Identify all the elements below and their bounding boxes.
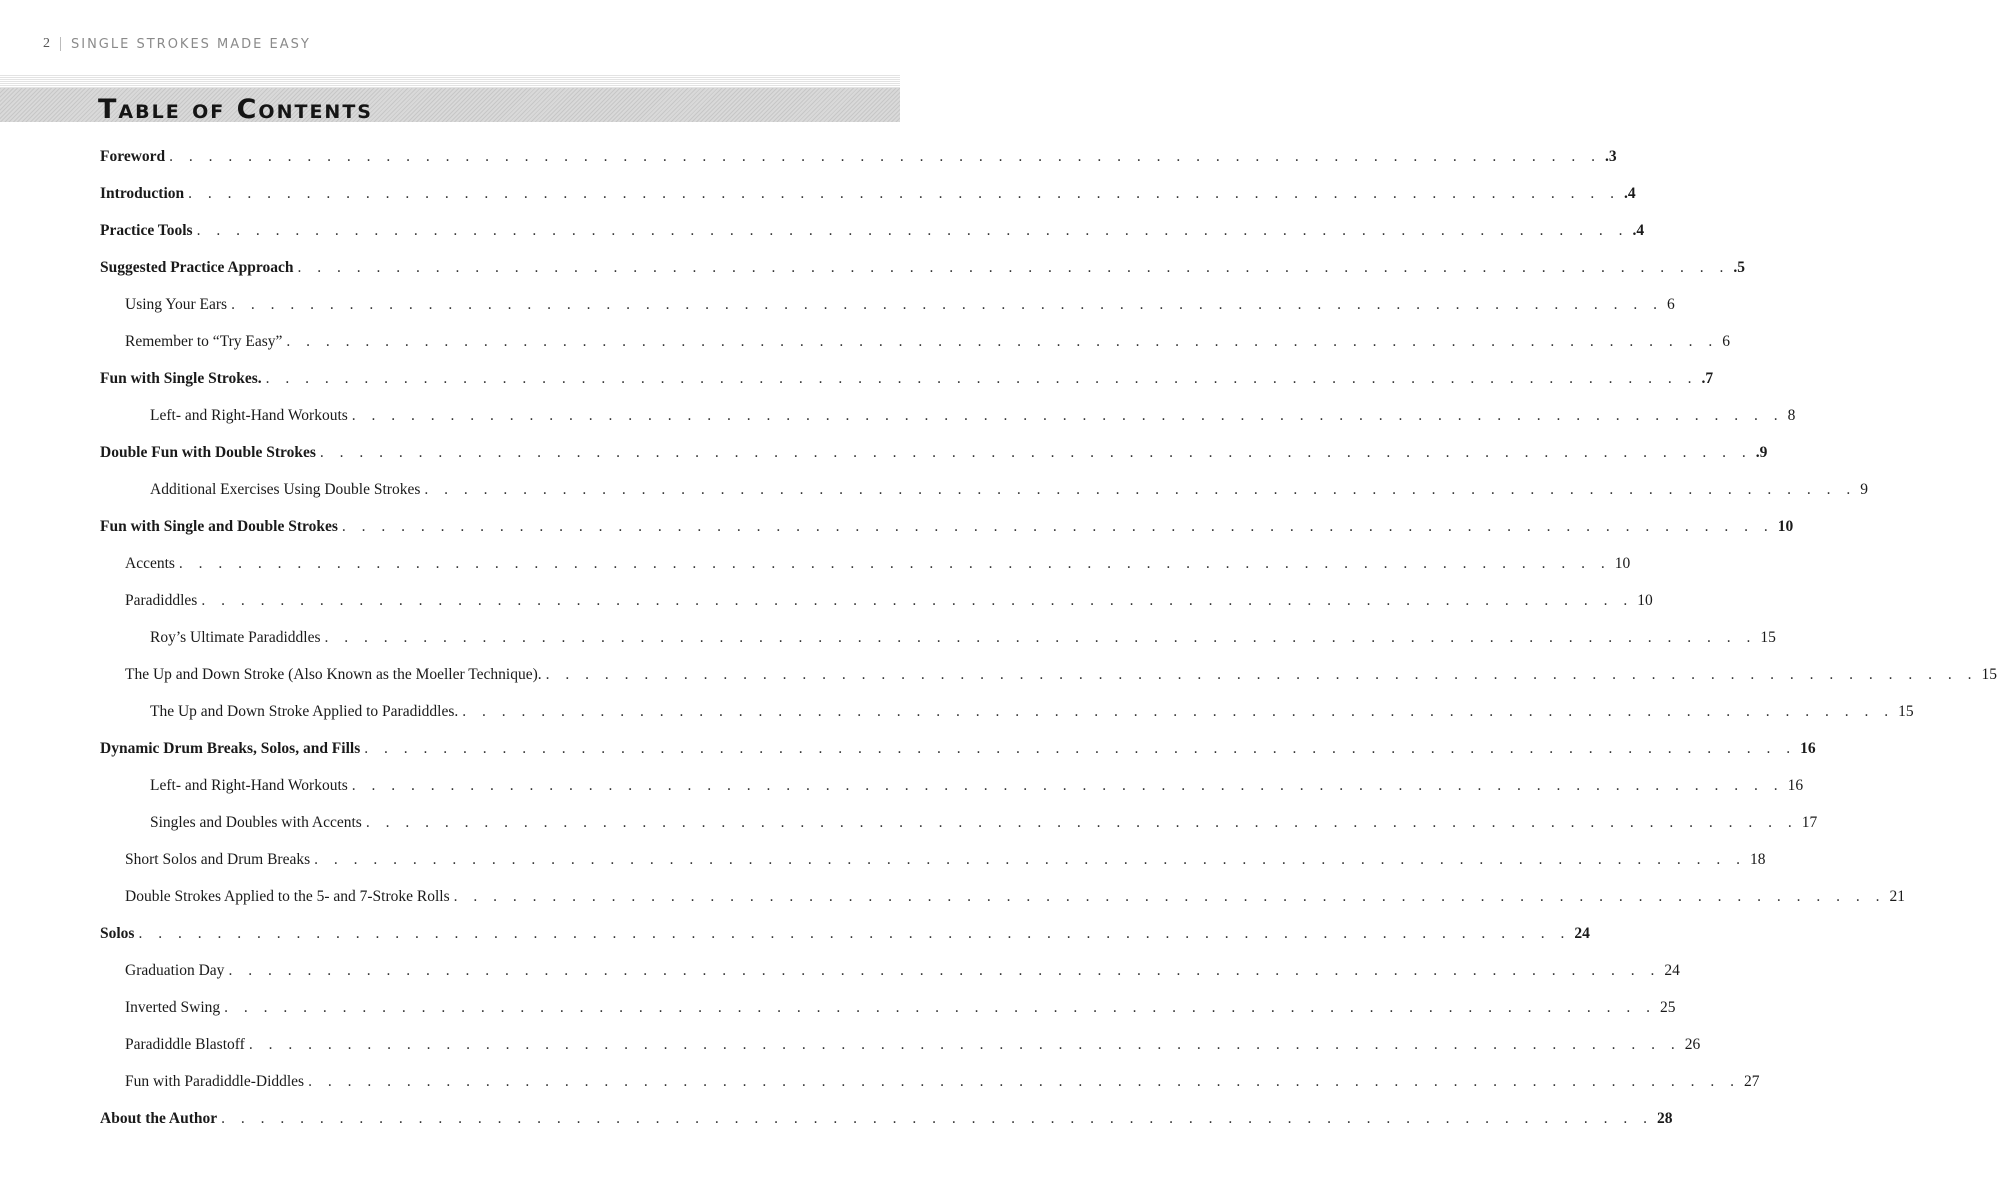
toc-entry[interactable] (100, 218, 1645, 244)
dot-leader: . . . . . . . . . . . . . . . . . . . . . . . . . . . . . . . . . . . . . . . . . . . . . . . . . . . . . . . . . . . . . . . . . . . . . . . . . (228, 962, 1661, 979)
dot-leader: . . . . . . . . . . . . . . . . . . . . . . . . . . . . . . . . . . . . . . . . . . . . . . . . . . . . . . . . . . . . . . . . . . . . . . . . . (453, 888, 1886, 905)
dot-leader: . . . . . . . . . . . . . . . . . . . . . . . . . . . . . . . . . . . . . . . . . . . . . . . . . . . . . . . . . . . . . . . . . . . . . . . . . (188, 185, 1620, 202)
toc-entry[interactable] (150, 625, 1776, 651)
toc-entry[interactable] (125, 329, 1731, 355)
toc-entry[interactable] (125, 958, 1680, 984)
toc-entry-page: 6 (1722, 333, 1731, 350)
toc-entry-page: 26 (1684, 1036, 1701, 1053)
toc-entry[interactable] (100, 440, 1768, 466)
toc-entry-page: 17 (1801, 814, 1818, 831)
dot-leader: . . . . . . . . . . . . . . . . . . . . . . . . . . . . . . . . . . . . . . . . . . . . . . . . . . . . . . . . . . . . . . . . . . . . . . . . . (248, 1036, 1681, 1053)
toc-entry[interactable] (100, 736, 1816, 762)
toc-entry[interactable] (100, 181, 1636, 207)
toc-entry-page: 15 (1981, 666, 1997, 683)
dot-leader: . . . . . . . . . . . . . . . . . . . . . . . . . . . . . . . . . . . . . . . . . . . . . . . . . . . . . . . . . . . . . . . . . . . . . . . . . (324, 629, 1757, 646)
toc-entry[interactable] (125, 588, 1653, 614)
toc-entry[interactable] (125, 995, 1676, 1021)
toc-entry-label: Paradiddle Blastoff (125, 1036, 245, 1053)
toc-entry-label: Remember to “Try Easy” (125, 333, 283, 350)
toc-entry-page: 15 (1898, 703, 1914, 720)
dot-leader: . . . . . . . . . . . . . . . . . . . . . . . . . . . . . . . . . . . . . . . . . . . . . . . . . . . . . . . . . . . . . . . . . . . . . . . . . (201, 592, 1634, 609)
dot-leader: . . . . . . . . . . . . . . . . . . . . . . . . . . . . . . . . . . . . . . . . . . . . . . . . . . . . . . . . . . . . . . . . . . . . . . . . . (351, 407, 1784, 424)
toc-entry-label: Left- and Right-Hand Workouts (150, 777, 348, 794)
dot-leader: . . . . . . . . . . . . . . . . . . . . . . . . . . . . . . . . . . . . . . . . . . . . . . . . . . . . . . . . . . . . . . . . . . . . . . . . . (169, 148, 1602, 165)
running-head (43, 36, 311, 52)
dot-leader: . . . . . . . . . . . . . . . . . . . . . . . . . . . . . . . . . . . . . . . . . . . . . . . . . . . . . . . . . . . . . . . . . . . . . . . . . (297, 259, 1730, 276)
dot-leader: . . . . . . . . . . . . . . . . . . . . . . . . . . . . . . . . . . . . . . . . . . . . . . . . . . . . . . . . . . . . . . . . . . . . . . . . . (545, 666, 1978, 683)
toc-entry-page: .4 (1632, 222, 1645, 239)
toc-entry[interactable] (125, 847, 1766, 873)
toc-entry-page: 9 (1860, 481, 1868, 498)
toc-entry-page: .3 (1605, 148, 1617, 165)
dot-leader: . . . . . . . . . . . . . . . . . . . . . . . . . . . . . . . . . . . . . . . . . . . . . . . . . . . . . . . . . . . . . . . . . . . . . . . . . (286, 333, 1719, 350)
toc-entry[interactable] (150, 773, 1804, 799)
toc-entry-label: Singles and Doubles with Accents (150, 814, 362, 831)
toc-entry[interactable] (125, 292, 1675, 318)
toc-entry[interactable] (100, 1106, 1673, 1132)
dot-leader: . . . . . . . . . . . . . . . . . . . . . . . . . . . . . . . . . . . . . . . . . . . . . . . . . . . . . . . . . . . . . . . . . . . . . . . . . (424, 481, 1857, 498)
dot-leader: . . . . . . . . . . . . . . . . . . . . . . . . . . . . . . . . . . . . . . . . . . . . . . . . . . . . . . . . . . . . . . . . . . . . . . . . . (224, 999, 1657, 1016)
toc-entry-label: Fun with Paradiddle-Diddles (125, 1073, 305, 1090)
toc-entry[interactable] (100, 366, 1714, 392)
header-rule (0, 74, 900, 88)
dot-leader: . . . . . . . . . . . . . . . . . . . . . . . . . . . . . . . . . . . . . . . . . . . . . . . . . . . . . . . . . . . . . . . . . . . . . . . . . (138, 925, 1571, 942)
toc-entry-label: Inverted Swing (125, 999, 221, 1016)
toc-entry[interactable] (100, 921, 1590, 947)
toc-entry-page: 10 (1777, 518, 1794, 535)
toc-entry-label: Fun with Single Strokes. (100, 370, 262, 387)
dot-leader: . . . . . . . . . . . . . . . . . . . . . . . . . . . . . . . . . . . . . . . . . . . . . . . . . . . . . . . . . . . . . . . . . . . . . . . . . (314, 851, 1747, 868)
toc-entry-label: The Up and Down Stroke (Also Known as the Moeller Technique). (125, 666, 542, 683)
toc-entry-label: Additional Exercises Using Double Strokes (150, 481, 421, 498)
header-divider (60, 37, 61, 51)
toc-entry[interactable] (125, 1069, 1760, 1095)
toc-entry-page: 21 (1889, 888, 1905, 905)
toc-entry-page: 28 (1657, 1110, 1673, 1127)
toc-entry-page: .9 (1755, 444, 1768, 461)
dot-leader: . . . . . . . . . . . . . . . . . . . . . . . . . . . . . . . . . . . . . . . . . . . . . . . . . . . . . . . . . . . . . . . . . . . . . . . . . (308, 1073, 1740, 1090)
toc-entry[interactable] (125, 551, 1631, 577)
toc-entry-page: 15 (1760, 629, 1776, 646)
dot-leader: . . . . . . . . . . . . . . . . . . . . . . . . . . . . . . . . . . . . . . . . . . . . . . . . . . . . . . . . . . . . . . . . . . . . . . . . . (341, 518, 1774, 535)
book-title: SINGLE STROKES MADE EASY (71, 36, 311, 52)
toc-entry-label: Fun with Single and Double Strokes (100, 518, 338, 535)
toc-entry[interactable] (100, 514, 1794, 540)
toc-entry[interactable] (100, 144, 1617, 170)
dot-leader: . . . . . . . . . . . . . . . . . . . . . . . . . . . . . . . . . . . . . . . . . . . . . . . . . . . . . . . . . . . . . . . . . . . . . . . . . (221, 1110, 1654, 1127)
dot-leader: . . . . . . . . . . . . . . . . . . . . . . . . . . . . . . . . . . . . . . . . . . . . . . . . . . . . . . . . . . . . . . . . . . . . . . . . . (231, 296, 1663, 313)
toc-entry[interactable] (125, 1032, 1701, 1058)
toc-entry-page: 6 (1666, 296, 1675, 313)
toc-entry-label: Using Your Ears (125, 296, 228, 313)
dot-leader: . . . . . . . . . . . . . . . . . . . . . . . . . . . . . . . . . . . . . . . . . . . . . . . . . . . . . . . . . . . . . . . . . . . . . . . . . (319, 444, 1752, 461)
dot-leader: . . . . . . . . . . . . . . . . . . . . . . . . . . . . . . . . . . . . . . . . . . . . . . . . . . . . . . . . . . . . . . . . . . . . . . . . . (196, 222, 1629, 239)
dot-leader: . . . . . . . . . . . . . . . . . . . . . . . . . . . . . . . . . . . . . . . . . . . . . . . . . . . . . . . . . . . . . . . . . . . . . . . . . (265, 370, 1698, 387)
dot-leader: . . . . . . . . . . . . . . . . . . . . . . . . . . . . . . . . . . . . . . . . . . . . . . . . . . . . . . . . . . . . . . . . . . . . . . . . . (178, 555, 1611, 572)
toc-entry-label: Suggested Practice Approach (100, 259, 294, 276)
toc-entry-label: Roy’s Ultimate Paradiddles (150, 629, 321, 646)
toc-entry-label: Paradiddles (125, 592, 198, 609)
toc-entry-page: .5 (1733, 259, 1745, 276)
toc-entry-page: 16 (1787, 777, 1804, 794)
toc-entry-label: Short Solos and Drum Breaks (125, 851, 311, 868)
toc-entry-page: 10 (1637, 592, 1653, 609)
toc-entry[interactable] (150, 477, 1868, 503)
toc-entry-page: 24 (1664, 962, 1680, 979)
dot-leader: . . . . . . . . . . . . . . . . . . . . . . . . . . . . . . . . . . . . . . . . . . . . . . . . . . . . . . . . . . . . . . . . . . . . . . . . . (351, 777, 1784, 794)
toc-entry-label: Double Fun with Double Strokes (100, 444, 316, 461)
toc-entry-page: 10 (1614, 555, 1631, 572)
toc-entry-label: Double Strokes Applied to the 5- and 7-Stroke Rolls (125, 888, 450, 905)
toc-entry-page: .7 (1701, 370, 1714, 387)
toc-entry[interactable] (100, 255, 1745, 281)
toc-entry-label: Left- and Right-Hand Workouts (150, 407, 348, 424)
toc-entry-page: .4 (1624, 185, 1636, 202)
toc-entry-label: The Up and Down Stroke Applied to Paradiddles. (150, 703, 459, 720)
toc-entry-page: 16 (1800, 740, 1816, 757)
toc-entry-page: 8 (1787, 407, 1796, 424)
dot-leader: . . . . . . . . . . . . . . . . . . . . . . . . . . . . . . . . . . . . . . . . . . . . . . . . . . . . . . . . . . . . . . . . . . . . . . . . . (462, 703, 1895, 720)
toc-entry-label: Accents (125, 555, 175, 572)
toc-entry[interactable] (150, 403, 1796, 429)
toc-entry-label: Practice Tools (100, 222, 193, 239)
toc-entry[interactable] (150, 810, 1818, 836)
toc-entry-label: About the Author (100, 1110, 218, 1127)
toc-entry-label: Solos (100, 925, 135, 942)
page-number: 2 (43, 36, 50, 51)
toc-entry[interactable] (125, 884, 1905, 910)
toc-entry-label: Graduation Day (125, 962, 225, 979)
toc-entry-label: Foreword (100, 148, 166, 165)
toc-entry-page: 18 (1750, 851, 1766, 868)
toc-entry[interactable] (150, 699, 1914, 725)
page-title: Table of Contents (98, 94, 373, 125)
dot-leader: . . . . . . . . . . . . . . . . . . . . . . . . . . . . . . . . . . . . . . . . . . . . . . . . . . . . . . . . . . . . . . . . . . . . . . . . . (365, 814, 1798, 831)
toc-entry-label: Introduction (100, 185, 185, 202)
toc-entry-label: Dynamic Drum Breaks, Solos, and Fills (100, 740, 361, 757)
toc-entry[interactable] (125, 662, 1997, 688)
toc-entry-page: 25 (1660, 999, 1676, 1016)
toc-entry-page: 24 (1574, 925, 1590, 942)
dot-leader: . . . . . . . . . . . . . . . . . . . . . . . . . . . . . . . . . . . . . . . . . . . . . . . . . . . . . . . . . . . . . . . . . . . . . . . . . (364, 740, 1797, 757)
toc-entry-page: 27 (1743, 1073, 1760, 1090)
